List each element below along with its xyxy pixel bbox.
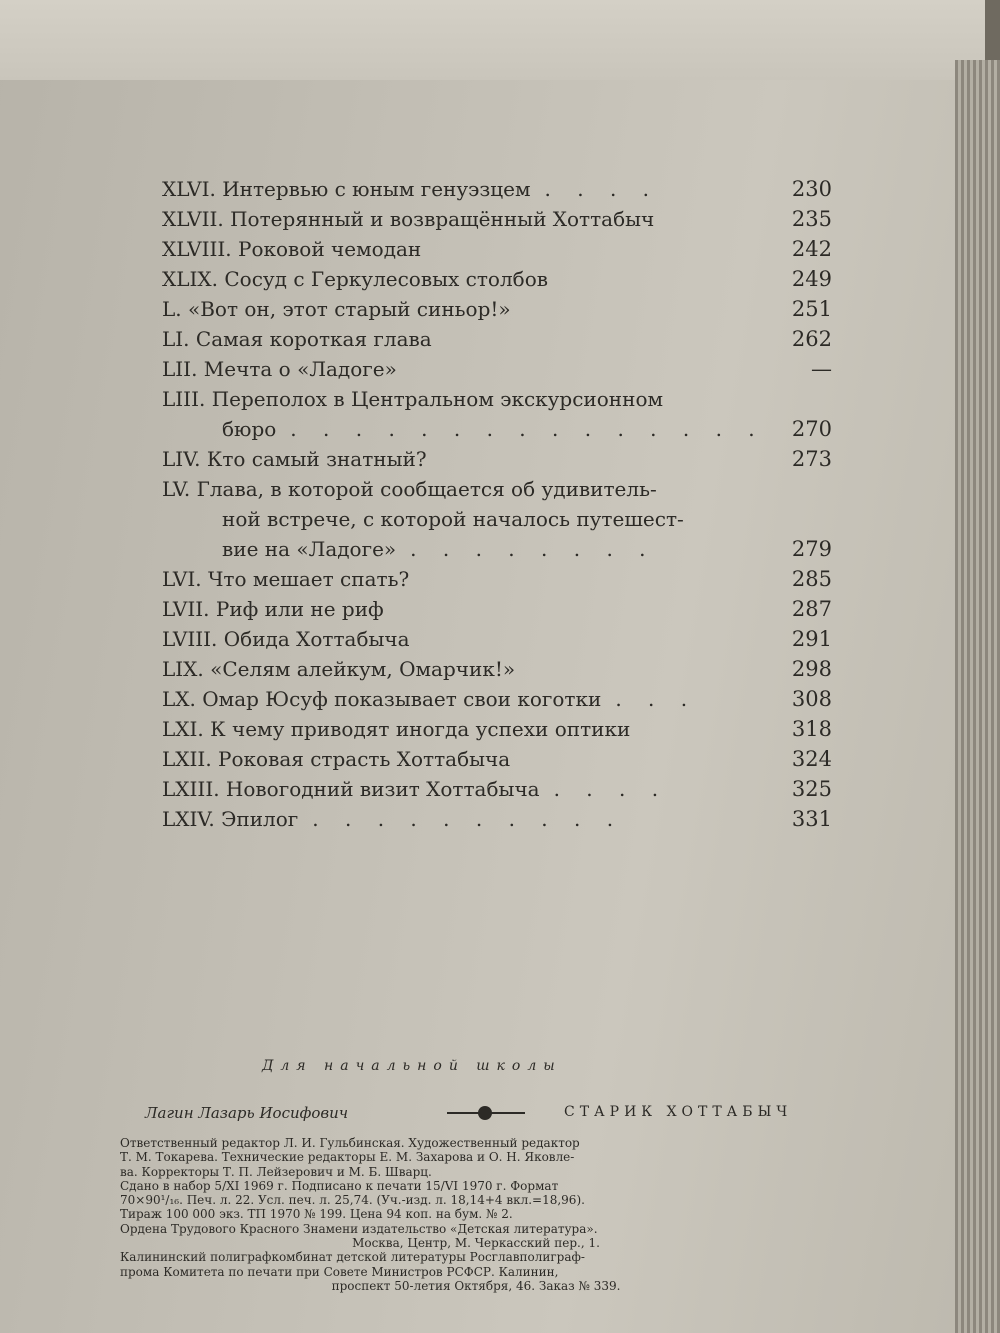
toc-title bbox=[162, 744, 524, 774]
toc-page-number: 291 bbox=[791, 627, 832, 651]
toc-page-number: 308 bbox=[791, 687, 832, 711]
toc-row bbox=[162, 474, 832, 504]
reader-level: Для начальной школы bbox=[262, 1058, 562, 1074]
toc-row bbox=[162, 774, 832, 804]
toc-page-number: 279 bbox=[791, 537, 832, 561]
toc-page-number: 331 bbox=[791, 807, 832, 831]
toc-title bbox=[162, 444, 441, 474]
toc-title bbox=[162, 324, 446, 354]
toc-page-number: 273 bbox=[791, 447, 832, 471]
toc-title-text: LI. Самая короткая глава bbox=[162, 327, 432, 351]
toc-row bbox=[162, 804, 832, 834]
toc-page-number: 230 bbox=[791, 177, 832, 201]
toc-page-number: 242 bbox=[791, 237, 832, 261]
toc-title bbox=[162, 174, 659, 204]
toc-title bbox=[162, 354, 411, 384]
toc-row bbox=[162, 234, 832, 264]
toc-row bbox=[162, 384, 832, 414]
toc-title bbox=[162, 804, 623, 834]
toc-page-number: 285 bbox=[791, 567, 832, 591]
toc-title bbox=[162, 204, 668, 234]
toc-title bbox=[162, 384, 677, 414]
toc-title-text: XLIX. Сосуд с Геркулесовых столбов bbox=[162, 267, 549, 291]
imprint-line: проспект 50-летия Октября, 46. Заказ № 339. bbox=[331, 1278, 621, 1293]
toc-leader-dots: . . . . . . . . . . . . . . . bbox=[290, 417, 765, 441]
toc-title-text: XLVI. Интервью с юным генуэзцем bbox=[162, 177, 531, 201]
imprint-line: Калининский полиграфкомбинат детской литературы Росглавполиграф- bbox=[120, 1250, 585, 1265]
toc-title-text: LXI. К чему приводят иногда успехи оптики bbox=[162, 717, 631, 741]
toc-page-number: 287 bbox=[791, 597, 832, 621]
imprint-line: Ответственный редактор Л. И. Гульбинская. Художественный редактор bbox=[120, 1136, 580, 1150]
toc-title bbox=[222, 504, 698, 534]
toc-row bbox=[162, 174, 832, 204]
toc-title-text: LIV. Кто самый знатный? bbox=[162, 447, 427, 471]
toc-page-number: 262 bbox=[791, 327, 832, 351]
toc-title bbox=[162, 474, 671, 504]
toc-title bbox=[222, 414, 765, 444]
toc-row bbox=[162, 504, 832, 534]
separator-dot bbox=[478, 1106, 492, 1120]
toc-page-number: 324 bbox=[791, 747, 832, 771]
toc-row bbox=[162, 714, 832, 744]
toc-title bbox=[162, 684, 697, 714]
toc-row bbox=[162, 594, 832, 624]
toc-row bbox=[162, 444, 832, 474]
toc-title-text: XLVIII. Роковой чемодан bbox=[162, 237, 422, 261]
toc-title-text: LVI. Что мешает спать? bbox=[162, 567, 410, 591]
toc-title-text: L. «Вот он, этот старый синьор!» bbox=[162, 297, 511, 321]
imprint-line: ва. Корректоры Т. П. Лейзерович и М. Б. Шварц. bbox=[120, 1164, 432, 1179]
toc-page-number: — bbox=[811, 357, 832, 381]
toc-title-text: LXIII. Новогодний визит Хоттабыча bbox=[162, 777, 540, 801]
toc-leader-dots: . . . . . . . . bbox=[410, 537, 656, 561]
toc-row bbox=[162, 414, 832, 444]
toc-title bbox=[162, 564, 423, 594]
book-title: СТАРИК ХОТТАБЫЧ bbox=[564, 1104, 793, 1120]
toc-page-number: 235 bbox=[791, 207, 832, 231]
toc-title bbox=[162, 294, 525, 324]
toc-title bbox=[162, 594, 398, 624]
toc-title-text: ной встрече, с которой началось путешест- bbox=[222, 507, 684, 531]
toc-title-text: LII. Мечта о «Ладоге» bbox=[162, 357, 397, 381]
toc-title bbox=[162, 714, 644, 744]
toc-row bbox=[162, 564, 832, 594]
toc-row bbox=[162, 654, 832, 684]
imprint-line: прома Комитета по печати при Совете Министров РСФСР. Калинин, bbox=[120, 1264, 559, 1279]
toc-title-text: LIX. «Селям алейкум, Омарчик!» bbox=[162, 657, 516, 681]
toc-title bbox=[162, 264, 562, 294]
page-stack-edge bbox=[955, 60, 1000, 1333]
table-of-contents bbox=[162, 174, 832, 834]
toc-title-text: XLVII. Потерянный и возвращённый Хоттабыч bbox=[162, 207, 655, 231]
toc-title-text: LXIV. Эпилог bbox=[162, 807, 299, 831]
toc-title-text: LIII. Переполох в Центральном экскурсионном bbox=[162, 387, 664, 411]
toc-leader-dots: . . . . bbox=[544, 177, 660, 201]
toc-leader-dots: . . . . . . . . . . bbox=[312, 807, 624, 831]
toc-title-text: LV. Глава, в которой сообщается об удивитель- bbox=[162, 477, 657, 501]
toc-page-number: 298 bbox=[791, 657, 832, 681]
imprint-line: Москва, Центр, М. Черкасский пер., 1. bbox=[352, 1236, 600, 1251]
toc-row bbox=[162, 204, 832, 234]
toc-page-number: 270 bbox=[791, 417, 832, 441]
toc-title-text: LVIII. Обида Хоттабыча bbox=[162, 627, 410, 651]
toc-title-text: бюро bbox=[222, 417, 277, 441]
toc-page-number: 249 bbox=[791, 267, 832, 291]
toc-row bbox=[162, 354, 832, 384]
toc-title-text: LX. Омар Юсуф показывает свои коготки bbox=[162, 687, 602, 711]
imprint-block bbox=[120, 1136, 832, 1293]
imprint-line: Сдано в набор 5/XI 1969 г. Подписано к печати 15/VI 1970 г. Формат bbox=[120, 1178, 559, 1193]
toc-row bbox=[162, 324, 832, 354]
imprint-line: Тираж 100 000 экз. ТП 1970 № 199. Цена 94 коп. на бум. № 2. bbox=[120, 1207, 513, 1222]
toc-title bbox=[162, 624, 424, 654]
toc-title bbox=[222, 534, 656, 564]
toc-row bbox=[162, 684, 832, 714]
imprint-line: Ордена Трудового Красного Знамени издательство «Детская литература». bbox=[120, 1221, 598, 1236]
toc-row bbox=[162, 744, 832, 774]
imprint-line: Т. М. Токарева. Технические редакторы Е. М. Захарова и О. Н. Яковле- bbox=[120, 1150, 575, 1165]
toc-row bbox=[162, 624, 832, 654]
toc-title-text: вие на «Ладоге» bbox=[222, 537, 397, 561]
toc-title bbox=[162, 234, 435, 264]
toc-leader-dots: . . . bbox=[615, 687, 698, 711]
toc-page-number: 325 bbox=[791, 777, 832, 801]
toc-title bbox=[162, 654, 529, 684]
toc-row bbox=[162, 294, 832, 324]
imprint-line: 70×90¹/₁₆. Печ. л. 22. Усл. печ. л. 25,74. (Уч.-изд. л. 18,14+4 вкл.=18,96). bbox=[120, 1193, 585, 1208]
toc-title-text: LXII. Роковая страсть Хоттабыча bbox=[162, 747, 511, 771]
toc-title bbox=[162, 774, 668, 804]
toc-leader-dots: . . . . bbox=[553, 777, 669, 801]
author-name: Лагин Лазарь Иосифович bbox=[145, 1104, 349, 1122]
toc-page-number: 318 bbox=[791, 717, 832, 741]
toc-row bbox=[162, 264, 832, 294]
toc-title-text: LVII. Риф или не риф bbox=[162, 597, 384, 621]
toc-page-number: 251 bbox=[791, 297, 832, 321]
toc-row bbox=[162, 534, 832, 564]
